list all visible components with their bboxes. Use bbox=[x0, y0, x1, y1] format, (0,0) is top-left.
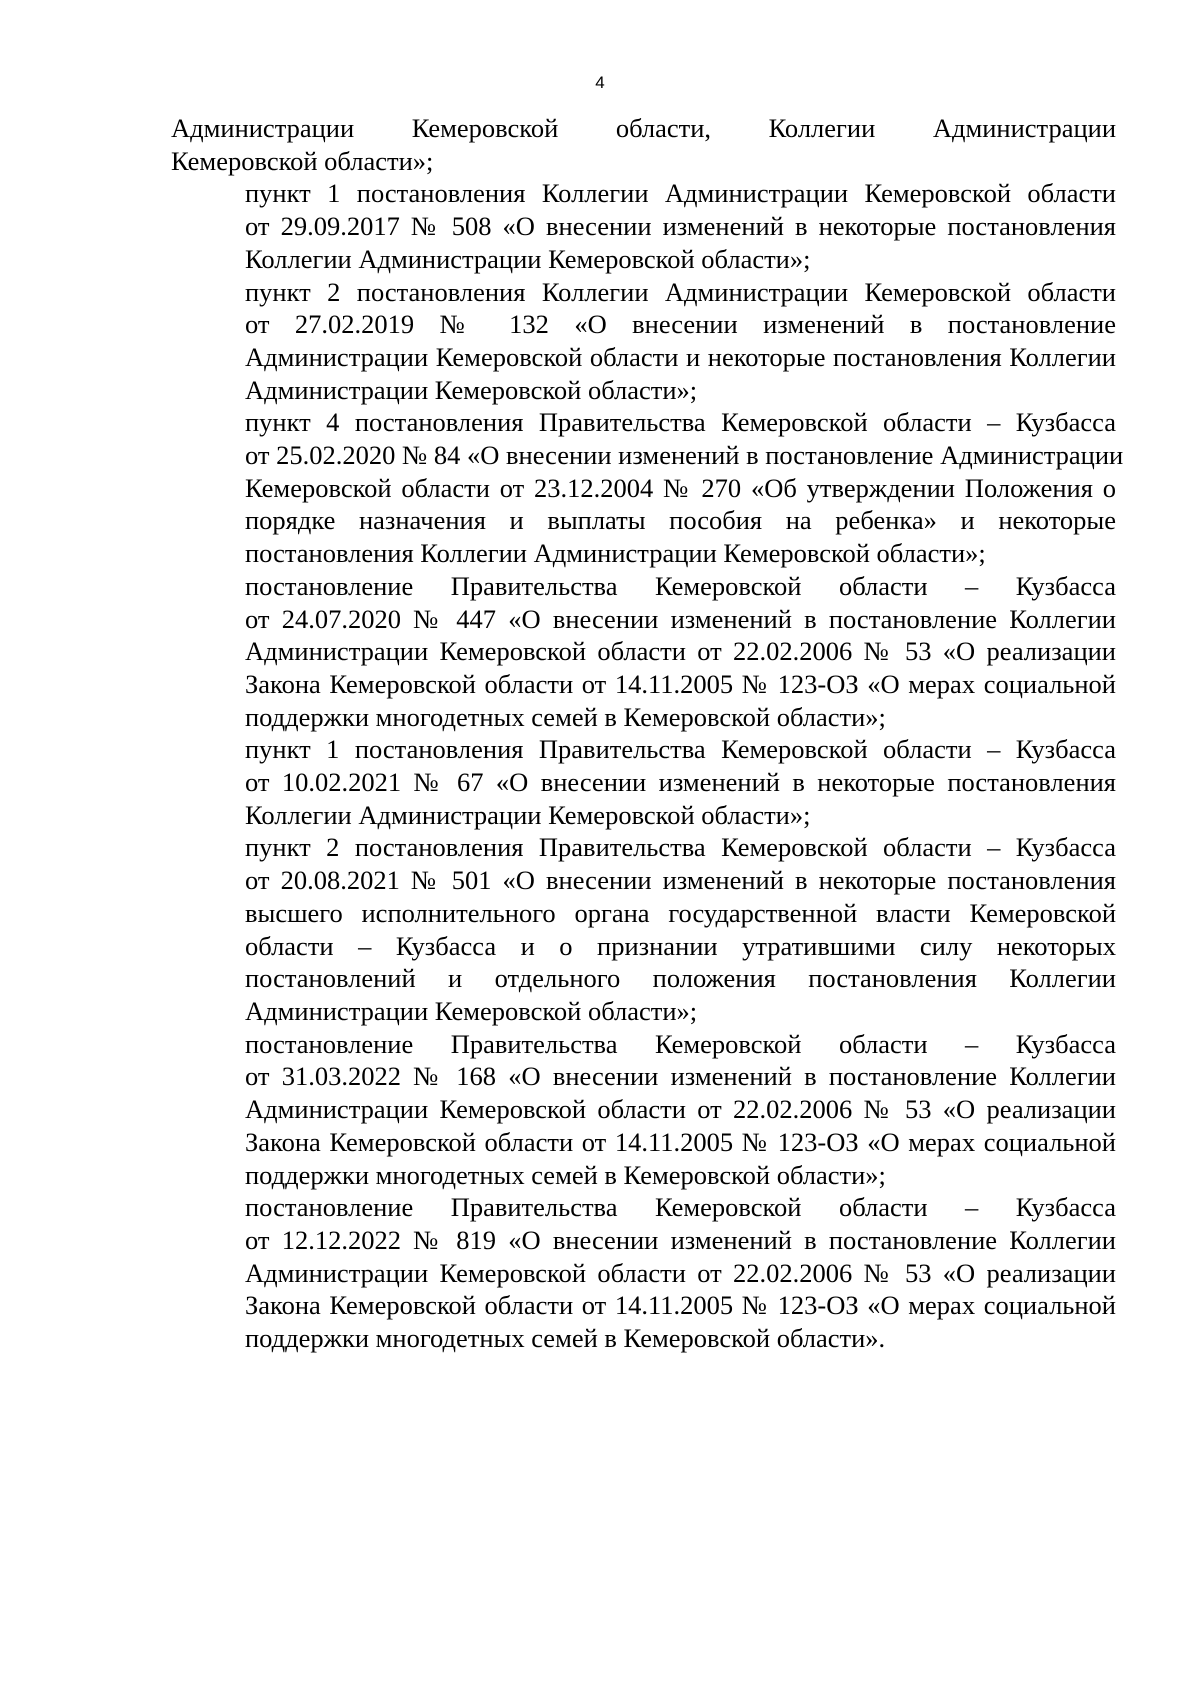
text-line: постановления Коллегии Администрации Кемеровской области»; bbox=[245, 538, 986, 569]
text-line: высшего исполнительного органа государственной власти Кемеровской bbox=[245, 897, 1116, 928]
text-line: постановление Правительства Кемеровской области – Кузбасса bbox=[245, 570, 1116, 601]
text-line: поддержки многодетных семей в Кемеровской области»; bbox=[245, 701, 886, 732]
text-line: Коллегии Администрации Кемеровской области»; bbox=[245, 243, 811, 274]
text-line: от 25.02.2020 № 84 «О внесении изменений в постановление Администрации bbox=[245, 440, 1124, 471]
paragraph-item bbox=[171, 1191, 1116, 1355]
text-line: Коллегии Администрации Кемеровской области»; bbox=[245, 799, 811, 830]
text-line: пункт 2 постановления Правительства Кемеровской области – Кузбасса bbox=[245, 832, 1116, 863]
text-line: поддержки многодетных семей в Кемеровской области». bbox=[245, 1323, 886, 1354]
text-line: от 29.09.2017 № 508 «О внесении изменений в некоторые постановления bbox=[245, 211, 1116, 242]
text-line: Закона Кемеровской области от 14.11.2005 № 123-ОЗ «О мерах социальной bbox=[245, 1126, 1116, 1157]
paragraph-item bbox=[171, 177, 1116, 275]
text-line: Администрации Кемеровской области и некоторые постановления Коллегии bbox=[245, 341, 1116, 372]
text-line: пункт 4 постановления Правительства Кемеровской области – Кузбасса bbox=[245, 407, 1116, 438]
paragraph-item bbox=[171, 406, 1124, 570]
text-line: порядке назначения и выплаты пособия на ребенка» и некоторые bbox=[245, 505, 1116, 536]
paragraph-continuation bbox=[171, 112, 1116, 177]
text-line: пункт 1 постановления Правительства Кемеровской области – Кузбасса bbox=[245, 734, 1116, 765]
page-number: 4 bbox=[595, 73, 605, 92]
text-line: постановление Правительства Кемеровской области – Кузбасса bbox=[245, 1028, 1116, 1059]
paragraph-item bbox=[171, 276, 1116, 407]
text-line: Администрации Кемеровской области от 22.02.2006 № 53 «О реализации bbox=[245, 636, 1116, 667]
text-line: постановление Правительства Кемеровской области – Кузбасса bbox=[245, 1192, 1116, 1223]
paragraph-item bbox=[171, 831, 1116, 1027]
paragraph-item bbox=[171, 733, 1116, 831]
text-line: Администрации Кемеровской области, Коллегии Администрации bbox=[171, 113, 1116, 143]
text-line: Кемеровской области от 23.12.2004 № 270 «Об утверждении Положения о bbox=[245, 472, 1116, 503]
paragraph-item bbox=[171, 1028, 1116, 1192]
text-line: пункт 1 постановления Коллегии Администрации Кемеровской области bbox=[245, 178, 1116, 209]
document-body bbox=[171, 112, 1124, 1355]
text-line: пункт 2 постановления Коллегии Администрации Кемеровской области bbox=[245, 276, 1116, 307]
text-line: от 12.12.2022 № 819 «О внесении изменений в постановление Коллегии bbox=[245, 1224, 1116, 1255]
text-line: Администрации Кемеровской области»; bbox=[245, 374, 698, 405]
text-line: от 20.08.2021 № 501 «О внесении изменений в некоторые постановления bbox=[245, 865, 1116, 896]
paragraph-item bbox=[171, 570, 1116, 734]
text-line: поддержки многодетных семей в Кемеровской области»; bbox=[245, 1159, 886, 1190]
text-line: области – Кузбасса и о признании утратившими силу некоторых bbox=[245, 930, 1116, 961]
text-line: от 24.07.2020 № 447 «О внесении изменений в постановление Коллегии bbox=[245, 603, 1116, 634]
text-line: от 10.02.2021 № 67 «О внесении изменений в некоторые постановления bbox=[245, 767, 1116, 798]
text-line: Администрации Кемеровской области от 22.02.2006 № 53 «О реализации bbox=[245, 1257, 1116, 1288]
text-line: Закона Кемеровской области от 14.11.2005 № 123-ОЗ «О мерах социальной bbox=[245, 668, 1116, 699]
text-line: от 27.02.2019 № 132 «О внесении изменений в постановление bbox=[245, 309, 1116, 340]
text-line: Администрации Кемеровской области»; bbox=[245, 995, 698, 1026]
text-line: Администрации Кемеровской области от 22.02.2006 № 53 «О реализации bbox=[245, 1094, 1116, 1125]
text-line: постановлений и отдельного положения постановления Коллегии bbox=[245, 963, 1116, 994]
text-line: Закона Кемеровской области от 14.11.2005 № 123-ОЗ «О мерах социальной bbox=[245, 1290, 1116, 1321]
text-line: Кемеровской области»; bbox=[171, 145, 434, 176]
text-line: от 31.03.2022 № 168 «О внесении изменений в постановление Коллегии bbox=[245, 1061, 1116, 1092]
